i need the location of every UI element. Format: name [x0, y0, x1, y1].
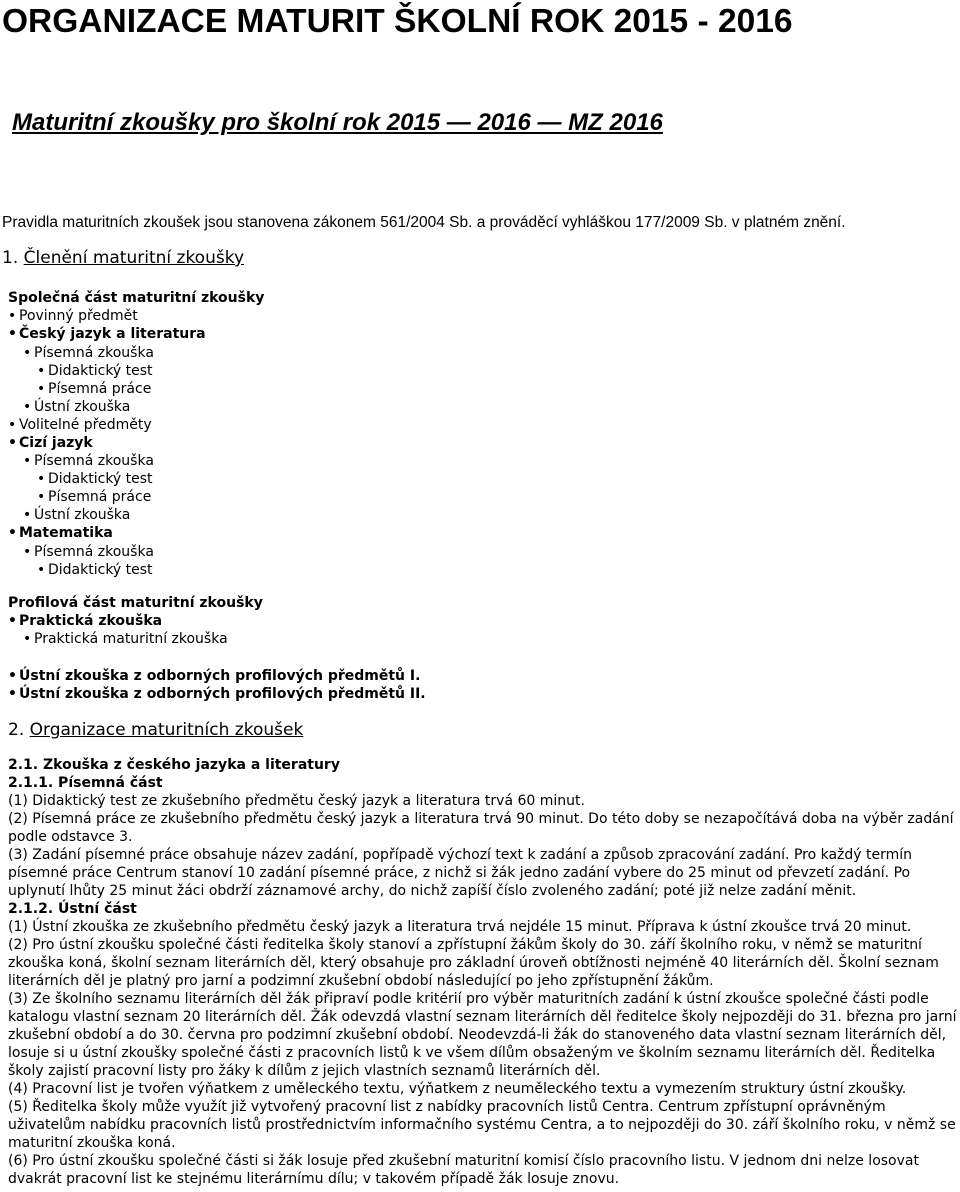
bullet-icon: • — [8, 686, 17, 702]
outline-item: • Písemná práce — [37, 381, 152, 397]
outline-item: Společná část maturitní zkoušky — [8, 290, 265, 306]
outline-item: • Český jazyk a literatura — [8, 326, 206, 342]
bullet-icon: • — [23, 507, 32, 523]
outline-item: • Praktická zkouška — [8, 613, 163, 629]
bullet-icon: • — [37, 381, 46, 397]
bullet-icon: • — [37, 489, 46, 505]
bullet-icon: • — [37, 562, 46, 578]
outline-item: • Volitelné předměty — [8, 417, 152, 433]
section-2-number: 2. — [8, 720, 25, 740]
paragraph: (1) Didaktický test ze zkušebního předmětu český jazyk a literatura trvá 60 minut. — [8, 793, 585, 809]
outline-item: • Ústní zkouška — [23, 507, 131, 523]
subsection-2-1-1-heading: 2.1.1. Písemná část — [8, 775, 163, 791]
bullet-icon: • — [8, 613, 17, 629]
section-2-heading — [8, 718, 303, 742]
paragraph: (2) Písemná práce ze zkušebního předmětu český jazyk a literatura trvá 90 minut. Do této doby se nezapočítává doba na výběr zadání podle odstavce 3. — [8, 811, 954, 845]
bullet-icon: • — [37, 363, 46, 379]
outline-item: • Písemná zkouška — [23, 453, 154, 469]
outline-item: • Ústní zkouška — [23, 399, 131, 415]
section-1-title: Členění maturitní zkoušky — [23, 248, 245, 268]
paragraph: (3) Ze školního seznamu literárních děl žák připraví podle kritérií pro výběr maturitních zadání k ústní zkoušce společné části podle katalogu vlastní seznam 20 literárních děl. Žák odevzdá vlastní seznam literárních děl ředitelce školy nejpozději do 31. března pro jarní zkušební období a do 30. června pro podzimní zkušební období. Neodevzdá-li žák do stanoveného data vlastní seznam literárních děl, losuje si u ústní zkoušky společné části z pracovních listů k ve všem dílům obsaženým ve školním seznamu literárních děl. Ředitelka školy zajistí pracovní listy pro žáky k dílům z jejich vlastních seznamů literárních děl. — [8, 991, 957, 1079]
paragraph: (6) Pro ústní zkoušku společné části si žák losuje před zkušební maturitní komisí číslo pracovního listu. V jednom dni nelze losovat dvakrát pracovní list ke stejnému literárnímu dílu; v takovém případě žák losuje znovu. — [8, 1153, 919, 1187]
subsection-2-1-2-heading: 2.1.2. Ústní část — [8, 901, 137, 917]
bullet-icon: • — [37, 471, 46, 487]
bullet-icon: • — [23, 345, 32, 361]
outline-item: • Matematika — [8, 525, 113, 541]
section-2-title: Organizace maturitních zkoušek — [29, 720, 304, 740]
section-1-number: 1. — [2, 248, 19, 268]
outline-item: • Písemná práce — [37, 489, 152, 505]
intro-paragraph: Pravidla maturitních zkoušek jsou stanovena zákonem 561/2004 Sb. a prováděcí vyhláškou 177/2009 Sb. v platném znění. — [2, 214, 846, 231]
bullet-icon: • — [8, 525, 17, 541]
paragraph: (4) Pracovní list je tvořen výňatkem z uměleckého textu, výňatkem z neuměleckého textu a vymezením struktury ústní zkoušky. — [8, 1081, 907, 1097]
outline-item: Profilová část maturitní zkoušky — [8, 595, 263, 611]
bullet-icon: • — [8, 308, 17, 324]
outline-item: • Praktická maturitní zkouška — [23, 631, 228, 647]
outline-item: • Didaktický test — [37, 363, 153, 379]
bullet-icon: • — [23, 399, 32, 415]
bullet-icon: • — [8, 326, 17, 342]
bullet-icon: • — [23, 453, 32, 469]
bullet-icon: • — [8, 435, 17, 451]
outline-item: • Písemná zkouška — [23, 345, 154, 361]
page-title: ORGANIZACE MATURIT ŠKOLNÍ ROK 2015 - 2016 — [2, 3, 793, 40]
outline-item: • Cizí jazyk — [8, 435, 93, 451]
section-1-heading — [2, 246, 244, 270]
outline-item: • Ústní zkouška z odborných profilových předmětů II. — [8, 686, 426, 702]
outline-item: • Didaktický test — [37, 562, 153, 578]
page-subtitle: Maturitní zkoušky pro školní rok 2015 — 2016 — MZ 2016 — [12, 109, 663, 136]
section-2-body — [8, 756, 958, 1188]
paragraph: (3) Zadání písemné práce obsahuje název zadání, popřípadě výchozí text k zadání a způsob zpracování zadání. Pro každý termín písemné práce Centrum stanoví 10 zadání písemné práce, z nichž si žák jedno zadání vybere do 25 minut od převzetí zadání. Po uplynutí lhůty 25 minut žáci obdrží záznamové archy, do nichž zapíší číslo zvoleného zadání; poté již nelze zadání měnit. — [8, 847, 913, 899]
subsection-2-1-heading: 2.1. Zkouška z českého jazyka a literatury — [8, 757, 340, 773]
paragraph: (1) Ústní zkouška ze zkušebního předmětu český jazyk a literatura trvá nejdéle 15 minut. Příprava k ústní zkoušce trvá 20 minut. — [8, 919, 912, 935]
outline-item: • Didaktický test — [37, 471, 153, 487]
bullet-icon: • — [23, 631, 32, 647]
outline-item: • Písemná zkouška — [23, 544, 154, 560]
bullet-icon: • — [8, 417, 17, 433]
paragraph: (5) Ředitelka školy může využít již vytvořený pracovní list z nabídky pracovních listů Centra. Centrum zpřístupní oprávněným uživatelům nabídku pracovních listů prostřednictvím informačního systému Centra, a to nejpozději do 30. září školního roku, v němž se maturitní zkouška koná. — [8, 1099, 956, 1151]
outline-item: • Ústní zkouška z odborných profilových předmětů I. — [8, 668, 421, 684]
bullet-icon: • — [23, 544, 32, 560]
outline-item: • Povinný předmět — [8, 308, 138, 324]
bullet-icon: • — [8, 668, 17, 684]
paragraph: (2) Pro ústní zkoušku společné části ředitelka školy stanoví a zpřístupní žákům školy do 30. září školního roku, v němž se maturitní zkouška koná, školní seznam literárních děl, který obsahuje pro základní úroveň obtížnosti nejméně 40 literárních děl. Školní seznam literárních děl je platný pro jarní a podzimní zkušební období následující po jeho zpřístupnění žákům. — [8, 937, 939, 989]
